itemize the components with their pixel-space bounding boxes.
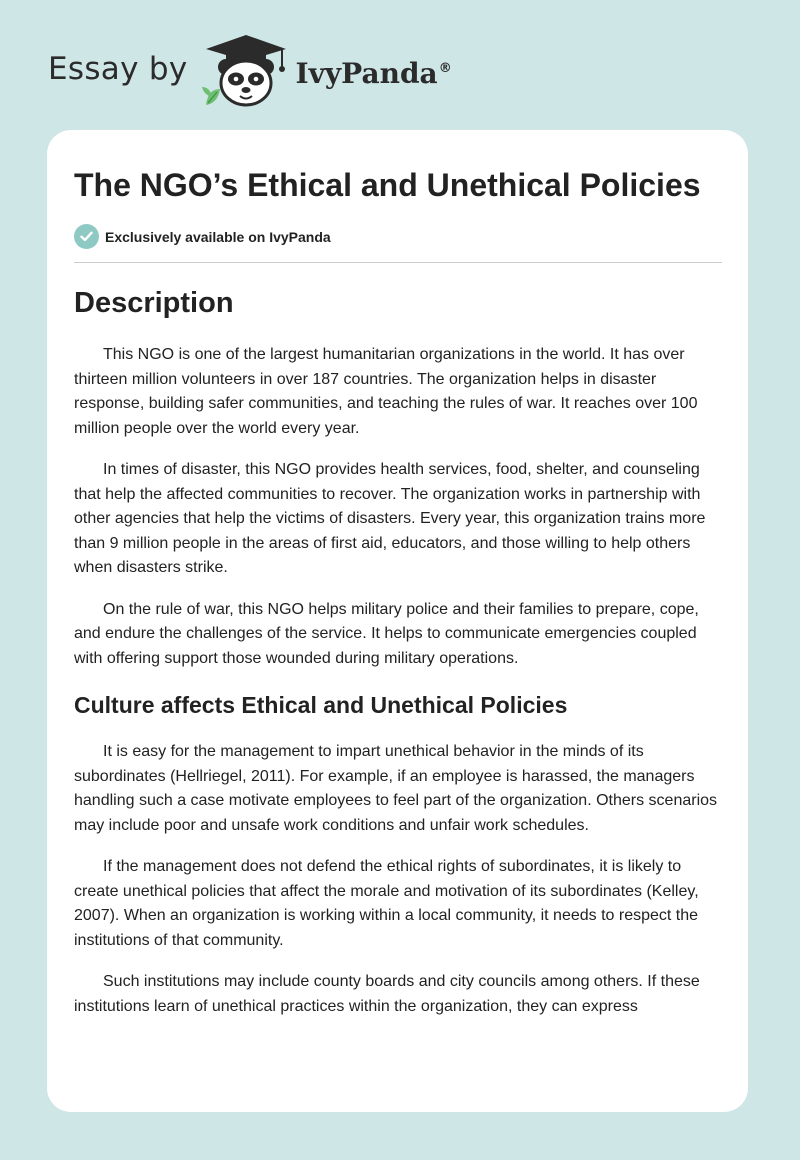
panda-logo-icon[interactable] [202,33,290,111]
paragraph: It is easy for the management to impart unethical behavior in the minds of its subordinates (Hellriegel, 2011). For example, if an employee is harassed, the managers handling such a case motivate employees to feel part of the organization. Others scenarios may include poor and unsafe work conditions and unfair work schedules. [74,743,718,834]
section-heading-description: Description [74,287,234,319]
paragraph: In times of disaster, this NGO provides health services, food, shelter, and counseling that help the affected communities to recover. The organization works in partnership with other agencies that help the victims of disasters. Every year, this organization trains more than 9 million people in the areas of first aid, educators, and those willing to help others when disasters strike. [74,461,706,576]
paragraph: On the rule of war, this NGO helps military police and their families to prepare, cope, and endure the challenges of the service. It helps to communicate emergencies coupled with offering support those wounded during military operations. [74,600,699,667]
divider [74,262,722,263]
paragraph: Such institutions may include county boards and city councils among others. If these institutions learn of unethical practices within the organization, they can express [74,973,700,1015]
registered-mark: ® [438,61,452,77]
section-heading-culture: Culture affects Ethical and Unethical Policies [74,692,568,718]
essay-card [47,130,748,1112]
page-title: The NGO’s Ethical and Unethical Policies [74,167,701,203]
paragraph: This NGO is one of the largest humanitarian organizations in the world. It has over thirteen million volunteers in over 187 countries. The organization helps in disaster response, building safer communities, and teaching the rules of war. It reaches over 100 million people over the world every year. [74,346,698,437]
brand-prefix: Essay by [48,51,188,87]
exclusive-badge-label: Exclusively available on IvyPanda [105,228,331,245]
paragraph: If the management does not defend the ethical rights of subordinates, it is likely to create unethical policies that affect the morale and motivation of its subordinates (Kelley, 2007). When an organization is working within a local community, it needs to respect the institutions of that community. [74,858,699,949]
brand-name[interactable]: IvyPanda® [295,56,452,90]
exclusive-badge [74,224,722,249]
checkmark-icon [74,224,99,249]
site-header [48,32,452,112]
